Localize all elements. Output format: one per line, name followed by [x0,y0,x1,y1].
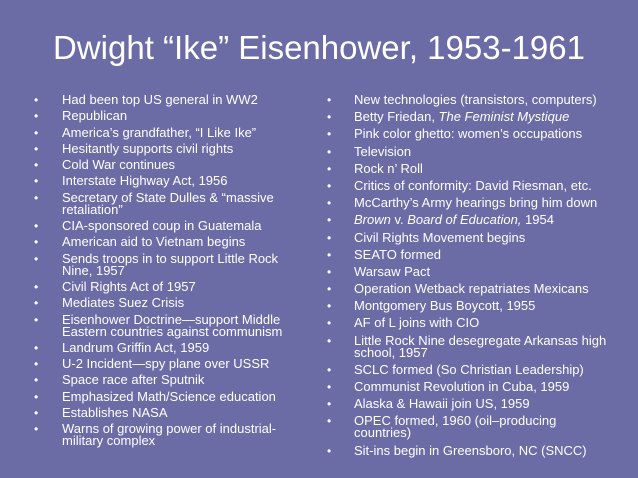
bullet-icon: • [327,127,332,142]
list-item: • Eisenhower Doctrine—support Middle Eastern countries against communism [34,311,283,339]
bullet-icon: • [327,247,332,262]
list-item: • Republican [34,108,128,124]
list-item: • Sends troops in to support Little Rock Nine, 1957 [34,250,279,278]
list-item: • SCLC formed (So Christian Leadership) [327,361,584,377]
bullet-icon: • [34,158,39,173]
list-item: • Television [327,143,412,159]
bullet-icon: • [327,333,332,348]
list-item: • Emphasized Math/Science education [34,388,276,404]
bullet-icon: • [327,213,332,228]
bullet-icon: • [327,230,332,245]
bullet-icon: • [34,235,39,250]
list-item: • American aid to Vietnam begins [34,234,246,250]
list-item: • Civil Rights Act of 1957 [34,278,196,294]
list-item: • Civil Rights Movement begins [327,229,526,245]
bullet-icon: • [34,373,39,388]
list-item: • Montgomery Bus Boycott, 1955 [327,298,536,314]
bullet-icon: • [327,196,332,211]
list-item: • Rock n’ Roll [327,160,423,176]
list-item: • Communist Revolution in Cuba, 1959 [327,379,570,394]
bullet-icon: • [34,406,39,421]
list-item: • Had been top US general in WW2 [34,92,258,107]
list-item: • Landrum Griffin Act, 1959 [34,339,210,355]
list-item: • Sit-ins begin in Greensboro, NC (SNCC) [327,442,587,458]
bullet-icon: • [327,316,332,331]
list-item: • Alaska & Hawaii join US, 1959 [327,396,530,412]
bullet-icon: • [327,110,332,125]
list-item: • New technologies (transistors, computers) [327,92,597,107]
slide-title: Dwight “Ike” Eisenhower, 1953-1961 [53,29,585,66]
bullet-icon: • [34,109,39,124]
bullet-icon: • [327,414,332,429]
bullet-icon: • [34,174,39,189]
list-item: • SEATO formed [327,246,441,262]
bullet-icon: • [34,219,39,234]
list-item: • Space race after Sputnik [34,372,205,388]
bullet-icon: • [327,282,332,297]
bullet-icon: • [34,190,39,205]
list-item: • Hesitantly supports civil rights [34,140,234,156]
bullet-icon: • [327,299,332,314]
bullet-icon: • [34,279,39,294]
list-item: • Secretary of State Dulles & “massive retaliation” [34,189,274,217]
bullet-icon: • [34,357,39,372]
bullet-icon: • [34,93,39,107]
bullet-icon: • [327,362,332,377]
bullet-icon: • [327,443,332,458]
list-item: • CIA-sponsored coup in Guatemala [34,218,262,234]
bullet-icon: • [327,144,332,159]
list-item: • Little Rock Nine desegregate Arkansas high school, 1957 [327,332,607,360]
bullet-icon: • [327,178,332,193]
list-item: • Cold War continues [34,157,175,173]
bullet-icon: • [34,312,39,327]
bullet-icon: • [34,296,39,311]
list-item: • OPEC formed, 1960 (oil–producing countries) [327,413,557,441]
list-item: • Pink color ghetto: women’s occupations [327,126,583,142]
bullet-icon: • [34,125,39,140]
bullet-icon: • [34,389,39,404]
bullet-icon: • [34,251,39,266]
bullet-icon: • [327,264,332,279]
list-item: • Brown v. Board of Education, 1954 [327,212,554,228]
bullet-icon: • [327,397,332,412]
list-item: • Mediates Suez Crisis [34,295,185,311]
left-bullet-list [34,94,309,452]
bullet-icon: • [327,380,332,394]
bullet-icon: • [34,141,39,156]
bullet-icon: • [34,340,39,355]
list-item: • Warns of growing power of industrial-military complex [34,421,277,449]
list-item: • America’s grandfather, “I Like Ike” [34,124,257,140]
list-item: • Critics of conformity: David Riesman, etc. [327,177,592,193]
right-bullet-list [327,94,617,462]
list-item: • AF of L joins with CIO [327,315,480,331]
bullet-icon: • [327,93,332,107]
list-item: • Operation Wetback repatriates Mexicans [327,281,589,297]
list-item: • Establishes NASA [34,405,168,421]
list-item: • U-2 Incident—spy plane over USSR [34,356,270,372]
list-item: • Interstate Highway Act, 1956 [34,173,228,189]
list-item: • McCarthy’s Army hearings bring him down [327,195,598,211]
bullet-icon: • [327,161,332,176]
list-item: • Betty Friedan, The Feminist Mystique [327,109,570,125]
list-item: • Warsaw Pact [327,263,431,279]
bullet-icon: • [34,422,39,437]
